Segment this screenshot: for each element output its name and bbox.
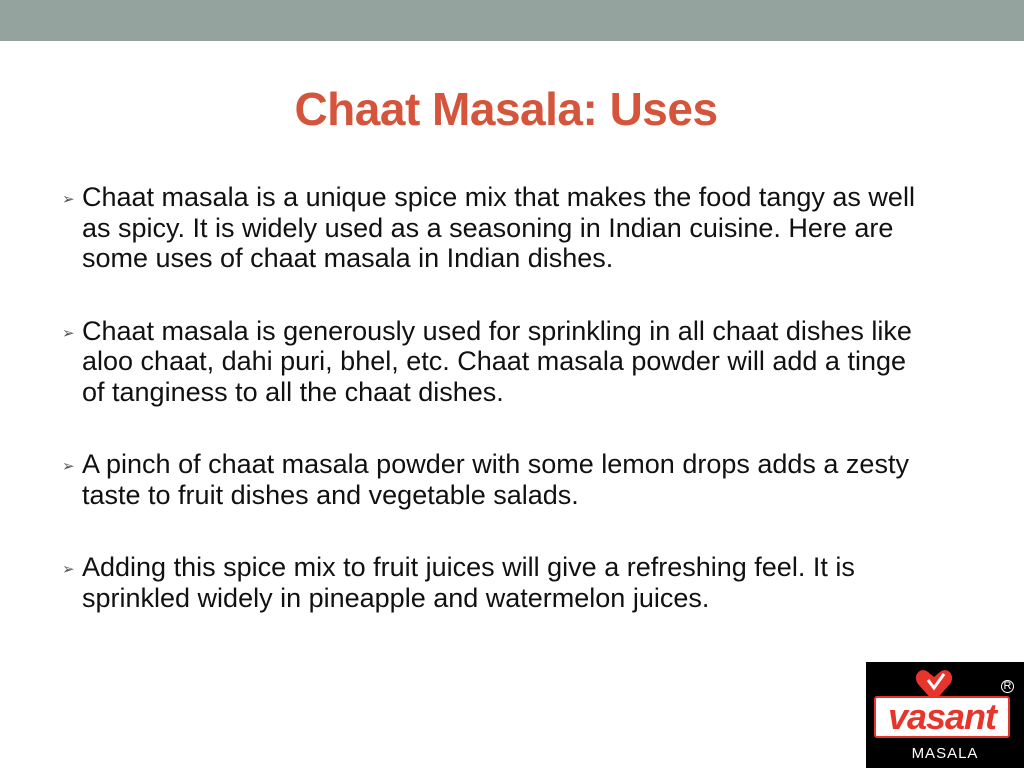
bullet-item xyxy=(60,449,920,510)
slide-title: Chaat Masala: Uses xyxy=(294,83,718,135)
vasant-masala-logo xyxy=(866,662,1024,768)
arrowhead-bullet-icon: ➢ xyxy=(62,191,75,208)
bullet-text: Chaat masala is a unique spice mix that makes the food tangy as well as spicy. It is widely used as a seasoning in Indian cuisine. Here are some uses of chaat masala in Indian dishes. xyxy=(82,182,915,273)
logo-brand-text: vasant xyxy=(874,696,1010,738)
arrowhead-bullet-icon: ➢ xyxy=(62,458,75,475)
arrowhead-bullet-icon: ➢ xyxy=(62,561,75,578)
bullet-item xyxy=(60,552,920,613)
top-banner-bar xyxy=(0,0,1024,41)
bullet-text: A pinch of chaat masala powder with some lemon drops adds a zesty taste to fruit dishes and vegetable salads. xyxy=(82,449,909,510)
bullet-text: Adding this spice mix to fruit juices will give a refreshing feel. It is sprinkled widely in pineapple and watermelon juices. xyxy=(82,552,855,613)
arrowhead-bullet-icon: ➢ xyxy=(62,324,75,342)
bullet-list xyxy=(60,182,920,655)
logo-subtitle: MASALA xyxy=(911,745,979,762)
bullet-item xyxy=(60,316,920,408)
registered-mark: R xyxy=(1001,680,1014,693)
bullet-item xyxy=(60,182,920,274)
bullet-text: Chaat masala is generously used for sprinkling in all chaat dishes like aloo chaat, dahi puri, bhel, etc. Chaat masala powder will add a tinge of tanginess to all the chaat dishes. xyxy=(82,315,912,407)
